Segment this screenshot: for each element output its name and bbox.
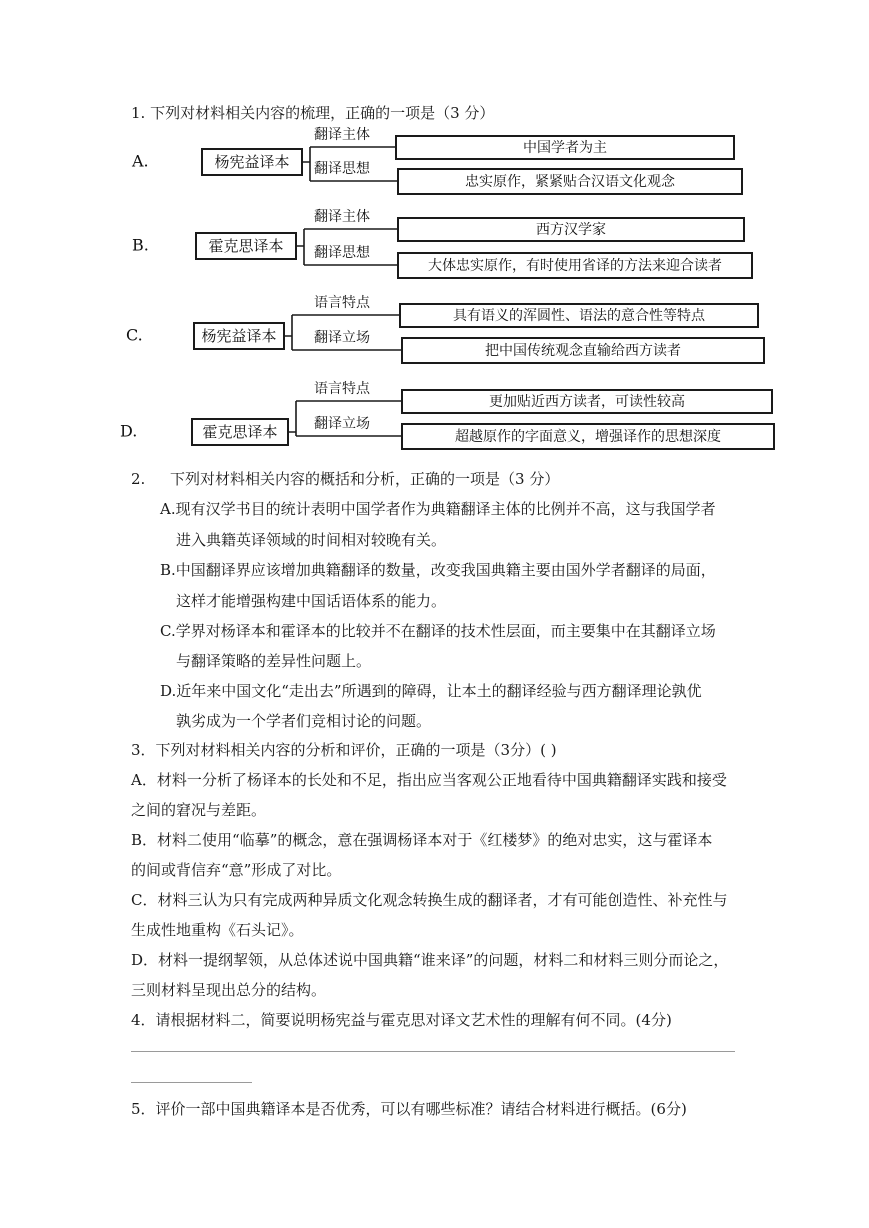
q1-option-a-branch1-label: 翻译主体 <box>314 127 370 143</box>
q3-option-d-line2: 三则材料呈现出总分的结构。 <box>131 981 327 999</box>
q1-option-a-version: 杨宪益译本 <box>214 153 290 171</box>
q1-option-b-branch1-label: 翻译主体 <box>314 209 370 225</box>
q3-option-c-line1: C．材料三认为只有完成两种异质文化观念转换生成的翻译者，才有可能创造性、补充性与 <box>131 891 728 909</box>
q1-option-b-version: 霍克思译本 <box>208 237 284 255</box>
q1-option-d-letter: D. <box>120 421 138 441</box>
question-4-stem: 4．请根据材料二，简要说明杨宪益与霍克思对译文艺术性的理解有何不同。(4分) <box>131 1011 672 1029</box>
question-2-number: 2. <box>131 470 146 488</box>
q1-option-d-version: 霍克思译本 <box>202 423 278 441</box>
q1-option-c-branch1-label: 语言特点 <box>314 295 370 311</box>
q3-option-d-line1: D．材料一提纲挈领，从总体述说中国典籍“谁来译”的问题，材料二和材料三则分而论之， <box>131 951 729 969</box>
q2-option-d-line1: D.近年来中国文化“走出去”所遇到的障碍，让本土的翻译经验与西方翻译理论孰优 <box>160 682 702 700</box>
q1-option-c-version: 杨宪益译本 <box>201 327 277 345</box>
answer-line-short[interactable] <box>131 1082 252 1083</box>
q1-option-c-letter: C. <box>126 325 143 345</box>
q3-option-a-line2: 之间的窘况与差距。 <box>131 801 267 819</box>
q2-option-a-line2: 进入典籍英译领域的时间相对较晚有关。 <box>176 531 447 549</box>
q3-option-c-line2: 生成性地重构《石头记》。 <box>131 921 304 939</box>
q2-option-b-line1: B.中国翻译界应该增加典籍翻译的数量，改变我国典籍主要由国外学者翻译的局面， <box>160 561 716 579</box>
q1-option-c-branch2-value: 把中国传统观念直输给西方读者 <box>485 343 681 359</box>
q2-option-d-line2: 孰劣成为一个学者们竞相讨论的问题。 <box>176 712 432 730</box>
q1-option-c-branch1-value: 具有语义的浑圆性、语法的意合性等特点 <box>453 308 705 324</box>
q1-option-b-branch1-value: 西方汉学家 <box>536 222 606 238</box>
question-3-stem: 3．下列对材料相关内容的分析和评价，正确的一项是（3分）( ) <box>131 741 557 759</box>
q1-option-b-branch2-value: 大体忠实原作，有时使用省译的方法来迎合读者 <box>428 258 722 274</box>
q1-option-d-branch1-label: 语言特点 <box>314 381 370 397</box>
q2-option-b-line2: 这样才能增强构建中国话语体系的能力。 <box>176 592 447 610</box>
q1-option-a-branch2-label: 翻译思想 <box>314 161 370 177</box>
q1-option-d-branch2-value: 超越原作的字面意义，增强译作的思想深度 <box>455 429 721 445</box>
q1-option-d-branch1-value: 更加贴近西方读者，可读性较高 <box>489 394 685 410</box>
question-5-stem: 5．评价一部中国典籍译本是否优秀，可以有哪些标准？请结合材料进行概括。(6分) <box>131 1100 687 1118</box>
q3-option-a-line1: A．材料一分析了杨译本的长处和不足，指出应当客观公正地看待中国典籍翻译实践和接受 <box>131 771 727 789</box>
q2-option-a-line1: A.现有汉学书目的统计表明中国学者作为典籍翻译主体的比例并不高，这与我国学者 <box>160 500 716 518</box>
q1-option-a-branch1-value: 中国学者为主 <box>523 140 607 156</box>
q3-option-b-line1: B．材料二使用“临摹”的概念，意在强调杨译本对于《红楼梦》的绝对忠实，这与霍译本 <box>131 831 713 849</box>
q3-option-b-line2: 的间或背信弃“意”形成了对比。 <box>131 861 342 879</box>
question-1-stem: 1. 下列对材料相关内容的梳理，正确的一项是（3 分） <box>131 104 495 122</box>
question-1-diagram <box>120 126 782 462</box>
q2-option-c-line1: C.学界对杨译本和霍译本的比较并不在翻译的技术性层面，而主要集中在其翻译立场 <box>160 622 716 640</box>
q1-option-a-branch2-value: 忠实原作，紧紧贴合汉语文化观念 <box>465 174 675 190</box>
q1-option-b-letter: B. <box>132 235 149 255</box>
q1-option-c-branch2-label: 翻译立场 <box>314 330 370 346</box>
q1-option-b-branch2-label: 翻译思想 <box>314 245 370 261</box>
q2-option-c-line2: 与翻译策略的差异性问题上。 <box>176 652 372 670</box>
q1-option-d-branch2-label: 翻译立场 <box>314 416 370 432</box>
answer-line[interactable] <box>131 1051 735 1052</box>
question-2-stem: 下列对材料相关内容的概括和分析，正确的一项是（3 分） <box>170 470 560 488</box>
q1-option-a-letter: A. <box>132 151 149 171</box>
